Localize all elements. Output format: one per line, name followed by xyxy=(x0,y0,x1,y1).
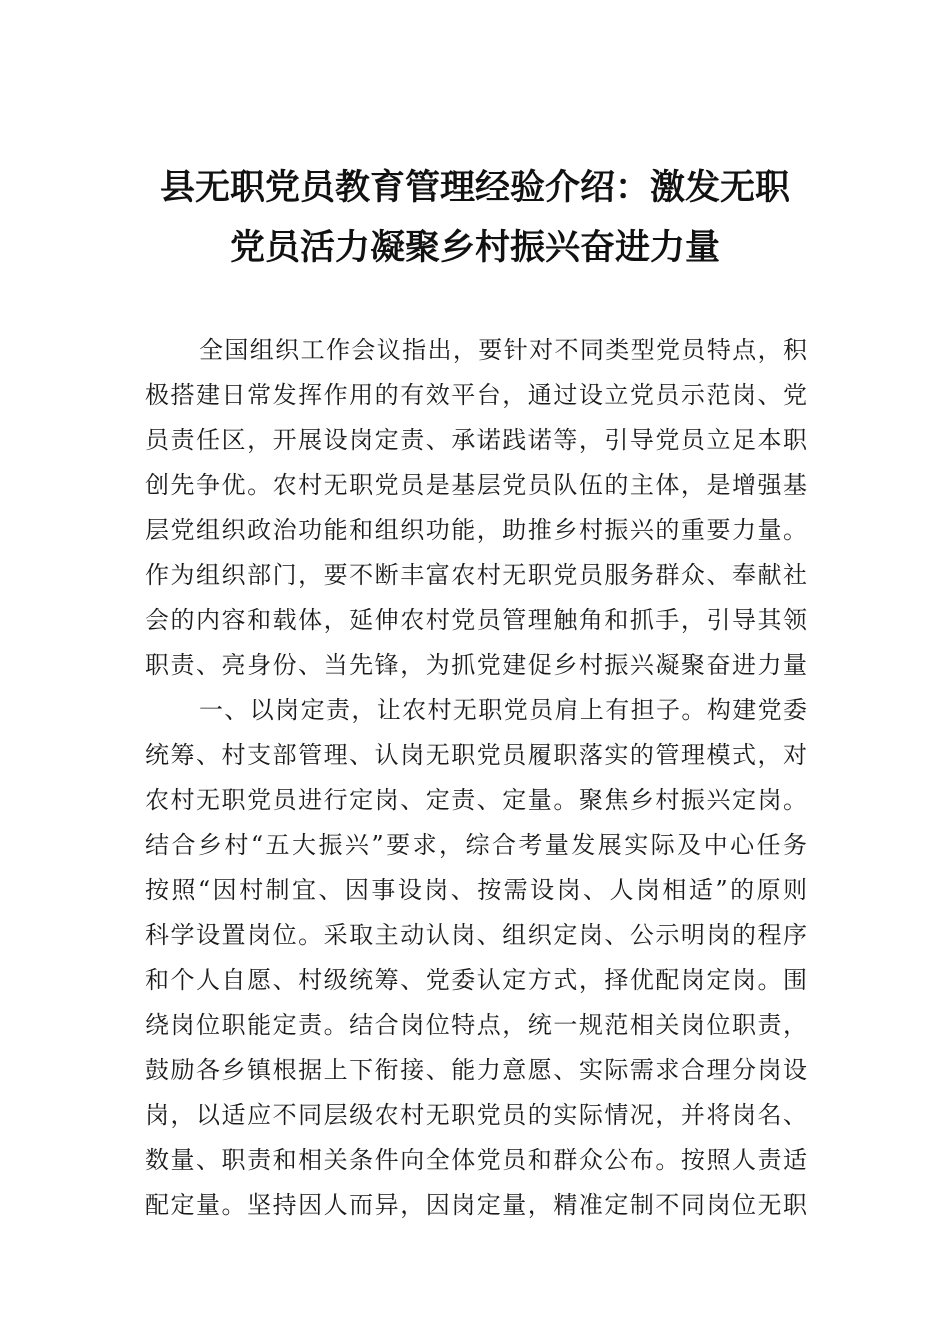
paragraph-line: 科学设置岗位。采取主动认岗、组织定岗、公示明岗的程序 xyxy=(145,921,807,949)
paragraph-line: 极搭建日常发挥作用的有效平台，通过设立党员示范岗、党 xyxy=(145,381,807,409)
paragraph-line: 数量、职责和相关条件向全体党员和群众公布。按照人责适 xyxy=(145,1146,807,1174)
paragraph-line: 鼓励各乡镇根据上下衔接、能力意愿、实际需求合理分岗设 xyxy=(145,1056,807,1084)
paragraph-line: 员责任区，开展设岗定责、承诺践诺等，引导党员立足本职 xyxy=(145,426,807,454)
title-line-2: 党员活力凝聚乡村振兴奋进力量 xyxy=(229,227,720,268)
paragraph-line: 配定量。坚持因人而异，因岗定量，精准定制不同岗位无职 xyxy=(145,1191,807,1219)
paragraph-line: 和个人自愿、村级统筹、党委认定方式，择优配岗定岗。围 xyxy=(145,966,807,994)
paragraph-line: 职责、亮身份、当先锋，为抓党建促乡村振兴凝聚奋进力量 xyxy=(145,651,807,679)
paragraph-line: 层党组织政治功能和组织功能，助推乡村振兴的重要力量。 xyxy=(145,516,807,544)
title-line-1: 县无职党员教育管理经验介绍：激发无职 xyxy=(159,167,790,208)
paragraph-line: 农村无职党员进行定岗、定责、定量。聚焦乡村振兴定岗。 xyxy=(145,786,807,814)
paragraph-line: 结合乡村“五大振兴”要求，综合考量发展实际及中心任务 xyxy=(145,831,807,859)
document-title xyxy=(100,158,850,278)
paragraph-line: 会的内容和载体，延伸农村党员管理触角和抓手，引导其领 xyxy=(145,606,807,634)
paragraph-line: 全国组织工作会议指出，要针对不同类型党员特点，积 xyxy=(199,336,807,364)
document-body xyxy=(145,328,807,1228)
paragraph-line: 按照“因村制宜、因事设岗、按需设岗、人岗相适”的原则 xyxy=(145,876,807,904)
paragraph-line: 岗，以适应不同层级农村无职党员的实际情况，并将岗名、 xyxy=(145,1101,807,1129)
paragraph-line: 创先争优。农村无职党员是基层党员队伍的主体，是增强基 xyxy=(145,471,807,499)
paragraph-line: 绕岗位职能定责。结合岗位特点，统一规范相关岗位职责， xyxy=(145,1011,807,1039)
paragraph-line: 统筹、村支部管理、认岗无职党员履职落实的管理模式，对 xyxy=(145,741,807,769)
paragraph-line: 作为组织部门，要不断丰富农村无职党员服务群众、奉献社 xyxy=(145,561,807,589)
paragraph-line: 一、以岗定责，让农村无职党员肩上有担子。构建党委 xyxy=(199,696,807,724)
